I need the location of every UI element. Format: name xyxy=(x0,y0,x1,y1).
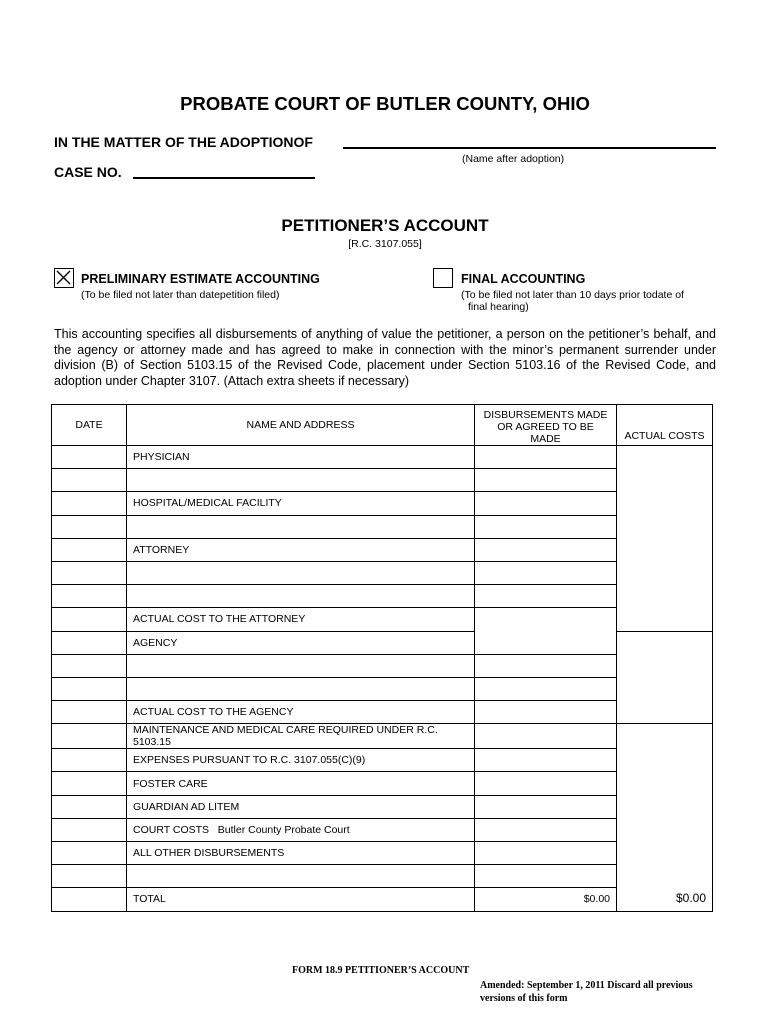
table-row xyxy=(52,585,713,608)
amendment-line1: Amended: September 1, 2011 Discard all previous xyxy=(480,980,693,991)
table-row xyxy=(52,654,713,677)
date-cell[interactable] xyxy=(52,446,127,469)
date-cell[interactable] xyxy=(52,772,127,795)
row-label-maintenance: MAINTENANCE AND MEDICAL CARE REQUIRED UNDER R.C. 5103.15 xyxy=(127,724,475,749)
disbursement-cell[interactable] xyxy=(475,585,617,608)
preliminary-label: PRELIMINARY ESTIMATE ACCOUNTING xyxy=(81,272,320,286)
table-row xyxy=(52,865,713,888)
table-row xyxy=(52,538,713,561)
date-cell[interactable] xyxy=(52,515,127,538)
disbursement-cell[interactable] xyxy=(475,818,617,841)
disbursement-cell[interactable] xyxy=(475,677,617,700)
disbursement-cell[interactable] xyxy=(475,795,617,818)
final-note-line2: final hearing) xyxy=(468,301,529,313)
date-cell[interactable] xyxy=(52,701,127,724)
name-cell[interactable] xyxy=(127,654,475,677)
form-identifier: FORM 18.9 PETITIONER’S ACCOUNT xyxy=(292,965,470,976)
row-label-attorney: ATTORNEY xyxy=(127,538,475,561)
case-no-field[interactable] xyxy=(133,177,315,179)
disbursement-cell[interactable] xyxy=(475,842,617,865)
date-cell[interactable] xyxy=(52,654,127,677)
actual-cost-attorney-cell[interactable] xyxy=(617,446,713,632)
preliminary-note: (To be filed not later than datepetition filed) xyxy=(81,289,280,301)
date-cell[interactable] xyxy=(52,631,127,654)
matter-label: IN THE MATTER OF THE ADOPTIONOF xyxy=(54,134,313,150)
header-date: DATE xyxy=(52,405,127,446)
preliminary-checkbox[interactable] xyxy=(54,268,74,288)
total-disbursements-value: $0.00 xyxy=(475,888,617,911)
table-row xyxy=(52,818,713,841)
disbursement-cell[interactable] xyxy=(475,469,617,492)
instructions-paragraph: This accounting specifies all disbursements of anything of value the petitioner, a person on the petitioner’s behalf, and the agency or attorney made and has agreed to make in connection with the minor’s permanent surrender under division (B) of Section 5103.15 of the Revised Code, placement under Section 5103.16 of the Revised Code, and adoption under Chapter 3107. (Attach extra sheets if necessary) xyxy=(54,327,716,388)
date-cell[interactable] xyxy=(52,492,127,515)
date-cell[interactable] xyxy=(52,865,127,888)
row-label-total: TOTAL xyxy=(127,888,475,911)
final-note-line1: (To be filed not later than 10 days prior todate of xyxy=(461,289,684,301)
name-cell[interactable] xyxy=(127,469,475,492)
disbursement-cell[interactable] xyxy=(475,865,617,888)
date-cell[interactable] xyxy=(52,842,127,865)
disbursement-cell[interactable] xyxy=(475,608,617,654)
disbursement-cell[interactable] xyxy=(475,446,617,469)
total-row xyxy=(52,888,713,911)
date-cell[interactable] xyxy=(52,749,127,772)
table-row xyxy=(52,561,713,584)
table-row xyxy=(52,724,713,749)
date-cell[interactable] xyxy=(52,724,127,749)
table-row xyxy=(52,608,713,631)
row-label-hospital: HOSPITAL/MEDICAL FACILITY xyxy=(127,492,475,515)
form-title: PETITIONER’S ACCOUNT xyxy=(281,216,489,235)
disbursement-cell[interactable] xyxy=(475,515,617,538)
header-disbursements-line1: DISBURSEMENTS MADE xyxy=(483,409,608,421)
table-row xyxy=(52,492,713,515)
disbursement-cell[interactable] xyxy=(475,561,617,584)
date-cell[interactable] xyxy=(52,538,127,561)
row-label-other: ALL OTHER DISBURSEMENTS xyxy=(127,842,475,865)
table-row xyxy=(52,842,713,865)
table-row xyxy=(52,795,713,818)
table-header-row xyxy=(52,405,713,446)
disbursement-cell[interactable] xyxy=(475,654,617,677)
name-after-adoption-caption: (Name after adoption) xyxy=(462,153,565,165)
table-row xyxy=(52,469,713,492)
check-x-icon xyxy=(55,269,72,286)
final-checkbox[interactable] xyxy=(433,268,453,288)
header-name-address: NAME AND ADDRESS xyxy=(127,405,475,446)
row-label-expenses: EXPENSES PURSUANT TO R.C. 3107.055(C)(9) xyxy=(127,749,475,772)
date-cell[interactable] xyxy=(52,795,127,818)
row-label-attorney-actual: ACTUAL COST TO THE ATTORNEY xyxy=(127,608,475,631)
case-no-label: CASE NO. xyxy=(54,164,122,180)
amendment-line2: versions of this form xyxy=(480,993,568,1004)
row-label-guardian: GUARDIAN AD LITEM xyxy=(127,795,475,818)
table-row xyxy=(52,677,713,700)
date-cell[interactable] xyxy=(52,888,127,911)
amendment-note xyxy=(480,979,720,1005)
header-actual-costs: ACTUAL COSTS xyxy=(617,405,713,446)
disbursement-cell[interactable] xyxy=(475,538,617,561)
statute-reference: [R.C. 3107.055] xyxy=(348,238,422,250)
date-cell[interactable] xyxy=(52,677,127,700)
disbursement-cell[interactable] xyxy=(475,772,617,795)
row-label-court-costs: COURT COSTS Butler County Probate Court xyxy=(127,818,475,841)
header-disbursements xyxy=(475,405,617,446)
disbursement-cell[interactable] xyxy=(475,701,617,724)
actual-cost-agency-cell[interactable] xyxy=(617,631,713,724)
table-row xyxy=(52,772,713,795)
table-row xyxy=(52,749,713,772)
date-cell[interactable] xyxy=(52,469,127,492)
table-row xyxy=(52,515,713,538)
name-cell[interactable] xyxy=(127,561,475,584)
table-row xyxy=(52,446,713,469)
disbursement-cell[interactable] xyxy=(475,724,617,749)
name-cell[interactable] xyxy=(127,585,475,608)
header-disbursements-line2: OR AGREED TO BE MADE xyxy=(497,421,594,445)
adoptee-name-field[interactable] xyxy=(343,147,716,149)
row-label-physician: PHYSICIAN xyxy=(127,446,475,469)
name-cell[interactable] xyxy=(127,515,475,538)
name-cell[interactable] xyxy=(127,865,475,888)
table-row xyxy=(52,701,713,724)
date-cell[interactable] xyxy=(52,561,127,584)
date-cell[interactable] xyxy=(52,818,127,841)
disbursement-cell[interactable] xyxy=(475,492,617,515)
court-title: PROBATE COURT OF BUTLER COUNTY, OHIO xyxy=(180,93,590,114)
row-label-agency-actual: ACTUAL COST TO THE AGENCY xyxy=(127,701,475,724)
total-actual-value: $0.00 xyxy=(676,891,707,905)
disbursement-cell[interactable] xyxy=(475,749,617,772)
actual-cost-other-cell[interactable] xyxy=(617,724,713,911)
date-cell[interactable] xyxy=(52,585,127,608)
row-label-agency: AGENCY xyxy=(127,631,475,654)
date-cell[interactable] xyxy=(52,608,127,631)
row-label-foster: FOSTER CARE xyxy=(127,772,475,795)
final-label: FINAL ACCOUNTING xyxy=(461,272,586,286)
name-cell[interactable] xyxy=(127,677,475,700)
disbursement-table xyxy=(51,404,713,912)
